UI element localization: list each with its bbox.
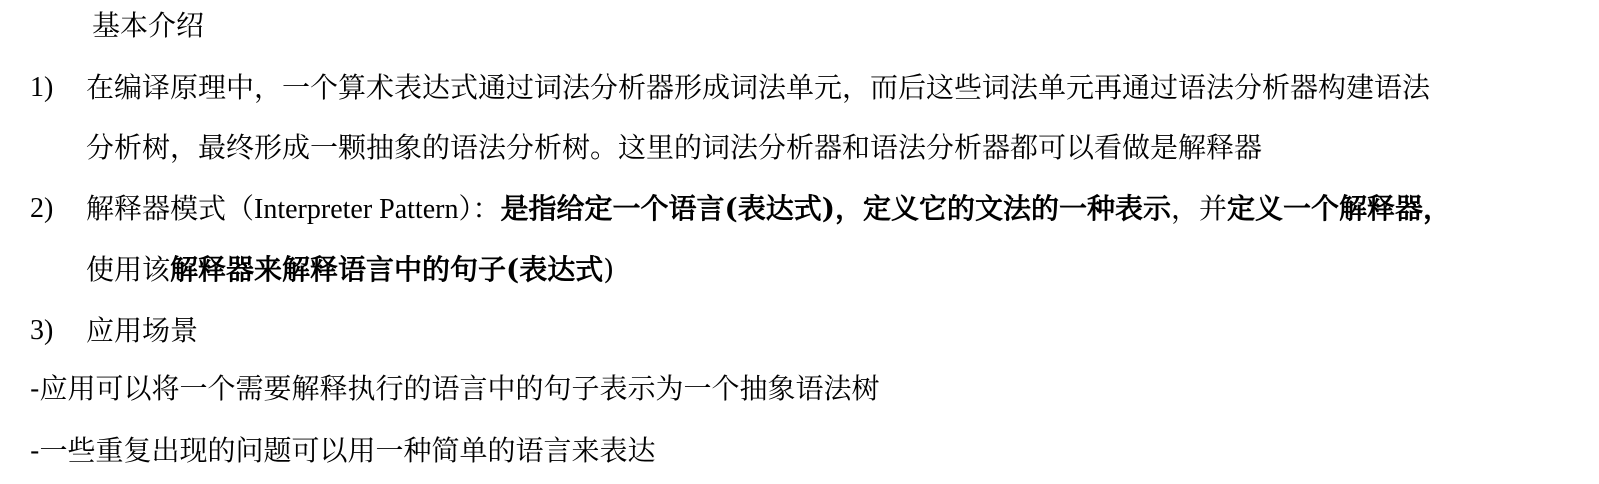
bullet-text-2: -一些重复出现的问题可以用一种简单的语言来表达 (30, 434, 656, 467)
list-item-1-text-line-2: 分析树，最终形成一颗抽象的语法分析树。这里的词法分析器和语法分析器都可以看做是解释器 (86, 131, 1263, 164)
list-item-1-text-line-1: 在编译原理中，一个算术表达式通过词法分析器形成词法单元，而后这些词法单元再通过语法分析器构建语法 (86, 71, 1431, 104)
definition-bold-part-1: 是指给定一个语言(表达式)，定义它的文法的一种表示 (500, 192, 1171, 225)
section-heading-text: 基本介绍 (92, 9, 205, 42)
definition-connector: ，并 (1170, 192, 1227, 225)
usage-prefix: 使用该 (86, 253, 171, 286)
definition-colon: ： (472, 192, 501, 225)
pattern-name-en: （Interpreter Pattern） (226, 194, 473, 225)
definition-bold-part-2: 定义一个解释器， (1227, 192, 1452, 225)
list-number-1: 1) (30, 72, 54, 103)
bullet-text-1: -应用可以将一个需要解释执行的语言中的句子表示为一个抽象语法树 (30, 372, 880, 405)
list-number-3: 3) (30, 315, 54, 346)
pattern-name-cn: 解释器模式 (86, 192, 227, 225)
list-number-2: 2) (30, 193, 54, 224)
usage-suffix: ) (603, 253, 615, 286)
usage-bold: 解释器来解释语言中的句子(表达式 (170, 253, 604, 286)
list-item-2-text-line-2 (86, 252, 614, 288)
list-item-3-text: 应用场景 (86, 314, 199, 347)
list-item-2-text-line-1 (86, 191, 1451, 228)
